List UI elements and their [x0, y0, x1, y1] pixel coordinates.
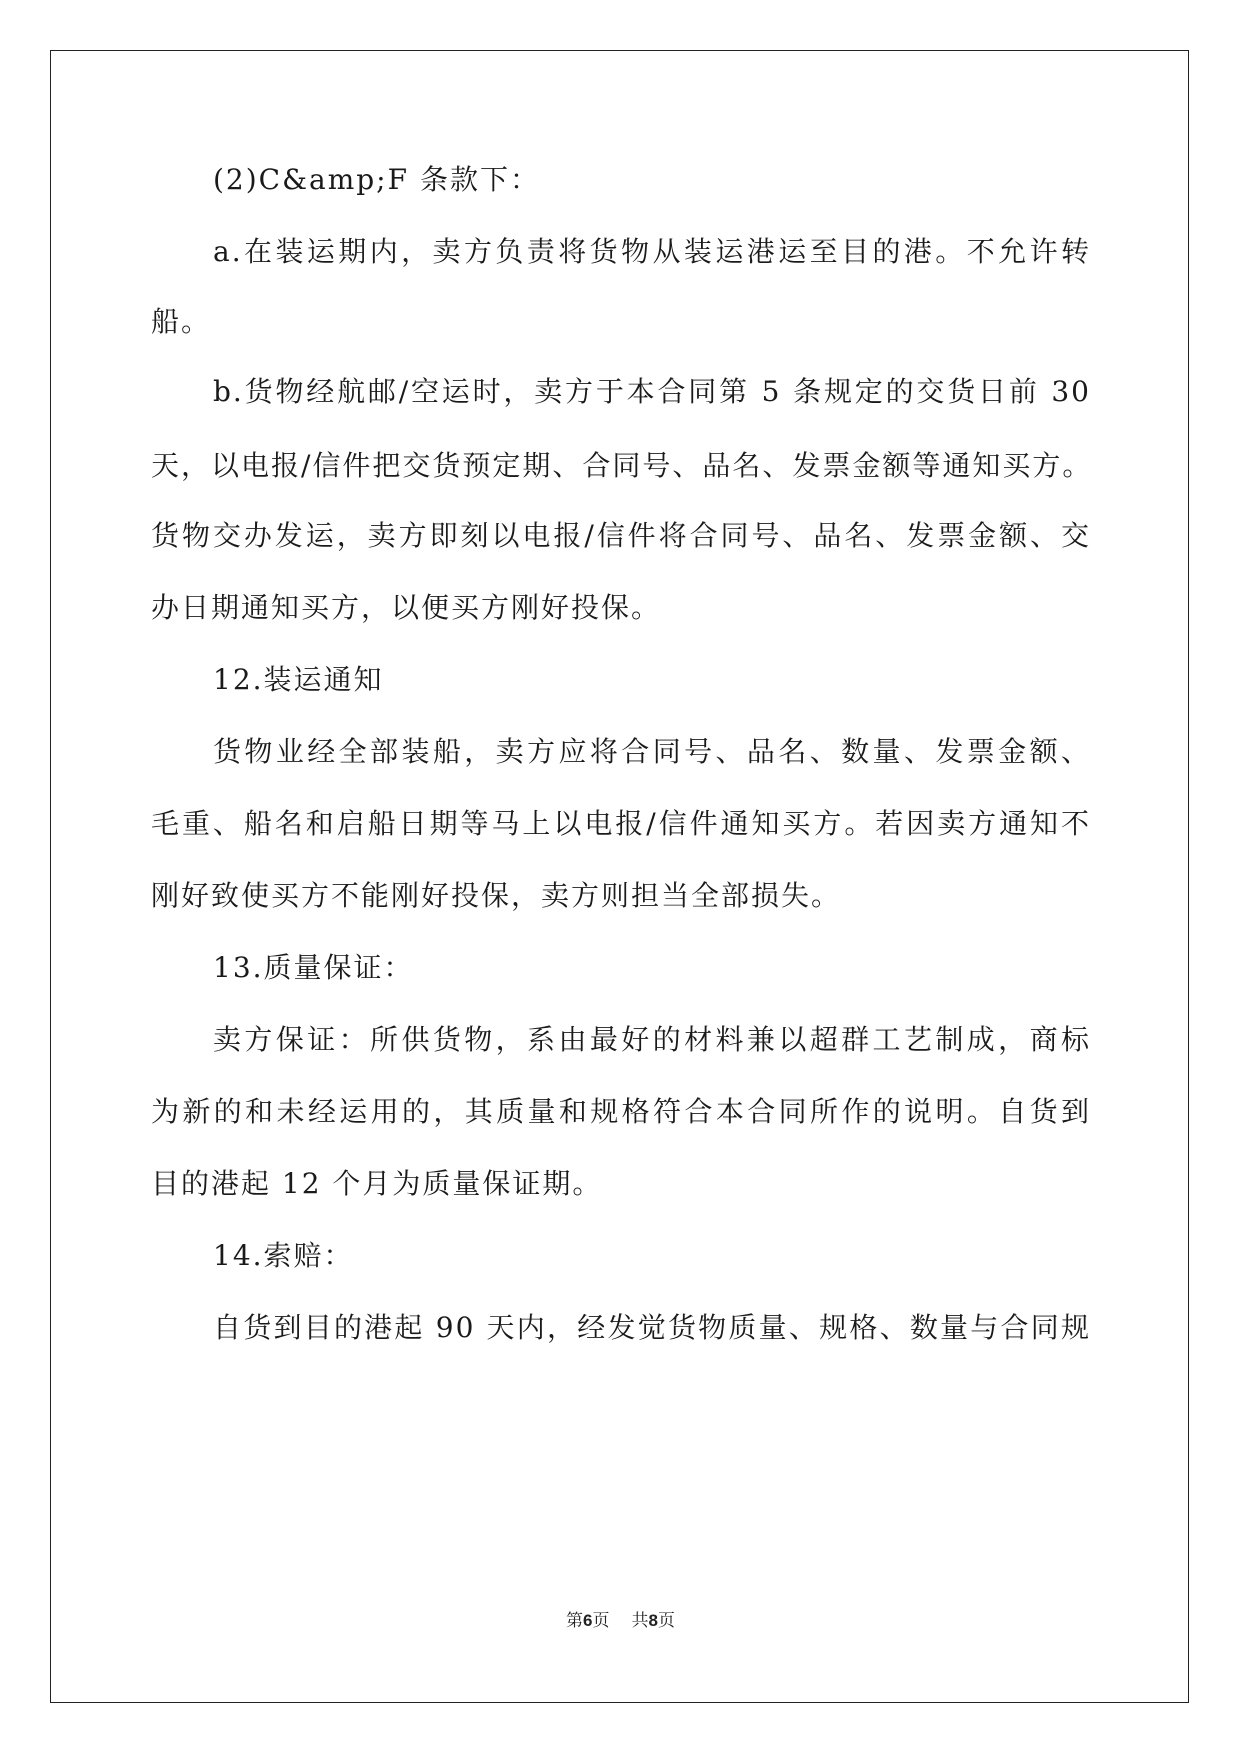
clause-heading-cf: (2)C&amp;F 条款下： — [213, 163, 540, 196]
footer-page-prefix: 第 — [566, 1611, 584, 1631]
paragraph-line: 为新的和未经运用的，其质量和规格符合本合同所作的说明。自货到 — [151, 1095, 1091, 1128]
paragraph-line: 货物交办发运，卖方即刻以电报/信件将合同号、品名、发票金额、交 — [151, 519, 1091, 552]
paragraph-line: 目的港起 12 个月为质量保证期。 — [151, 1167, 603, 1200]
paragraph-line: 毛重、船名和启船日期等马上以电报/信件通知买方。若因卖方通知不 — [151, 807, 1091, 840]
paragraph-line: b.货物经航邮/空运时，卖方于本合同第 5 条规定的交货日前 30 — [213, 375, 1091, 408]
section-heading-claims: 14.索赔： — [213, 1239, 354, 1272]
footer-page-unit: 页 — [592, 1611, 610, 1631]
footer-total-pages: 8 — [648, 1611, 658, 1630]
paragraph-line: 卖方保证：所供货物，系由最好的材料兼以超群工艺制成，商标 — [213, 1023, 1091, 1056]
section-heading-quality-guarantee: 13.质量保证： — [213, 951, 414, 984]
paragraph-line: 天，以电报/信件把交货预定期、合同号、品名、发票金额等通知买方。 — [151, 449, 1093, 482]
paragraph-line: 货物业经全部装船，卖方应将合同号、品名、数量、发票金额、 — [213, 735, 1091, 768]
page-footer — [0, 1609, 1241, 1633]
footer-total-unit: 页 — [657, 1611, 675, 1631]
paragraph-line: a.在装运期内，卖方负责将货物从装运港运至目的港。不允许转 — [213, 235, 1091, 268]
paragraph-line: 自货到目的港起 90 天内，经发觉货物质量、规格、数量与合同规 — [213, 1311, 1091, 1344]
section-heading-shipping-notice: 12.装运通知 — [213, 663, 384, 696]
paragraph-line: 办日期通知买方，以便买方刚好投保。 — [151, 591, 662, 624]
paragraph-line: 船。 — [151, 305, 212, 338]
footer-total-prefix: 共 — [631, 1611, 649, 1631]
footer-page-number: 6 — [583, 1611, 593, 1630]
paragraph-line: 刚好致使买方不能刚好投保，卖方则担当全部损失。 — [151, 879, 842, 912]
